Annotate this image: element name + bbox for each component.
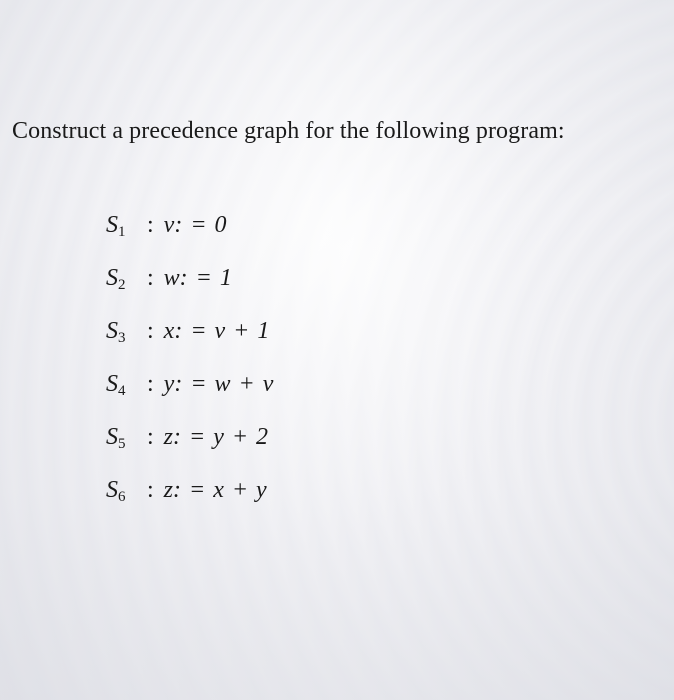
statement-label: $S_5$ <box>106 424 126 452</box>
statement-colon: : <box>147 371 154 397</box>
statement-label: $S_3$ <box>106 318 126 346</box>
statement-expression: v: = 0 <box>163 212 227 238</box>
statement-s2 <box>106 265 273 318</box>
statement-colon: : <box>147 265 154 291</box>
program-statements <box>106 212 273 530</box>
statement-s5 <box>106 424 273 477</box>
statement-expression: y: = w + v <box>163 371 274 397</box>
statement-expression: w: = 1 <box>163 265 232 291</box>
statement-expression: z: = x + y <box>163 477 267 503</box>
statement-expression: x: = v + 1 <box>163 318 270 344</box>
statement-expression: z: = y + 2 <box>163 424 269 450</box>
statement-colon: : <box>147 477 154 503</box>
question-instruction: Construct a precedence graph for the following program: <box>12 118 565 144</box>
statement-s1 <box>106 212 273 265</box>
statement-label: $S_4$ <box>106 371 126 399</box>
statement-s4 <box>106 371 273 424</box>
statement-colon: : <box>147 212 154 238</box>
statement-s6 <box>106 477 273 530</box>
statement-label: $S_1$ <box>106 212 126 240</box>
statement-colon: : <box>147 318 154 344</box>
statement-s3 <box>106 318 273 371</box>
statement-label: $S_2$ <box>106 265 126 293</box>
statement-colon: : <box>147 424 154 450</box>
statement-label: $S_6$ <box>106 477 126 505</box>
